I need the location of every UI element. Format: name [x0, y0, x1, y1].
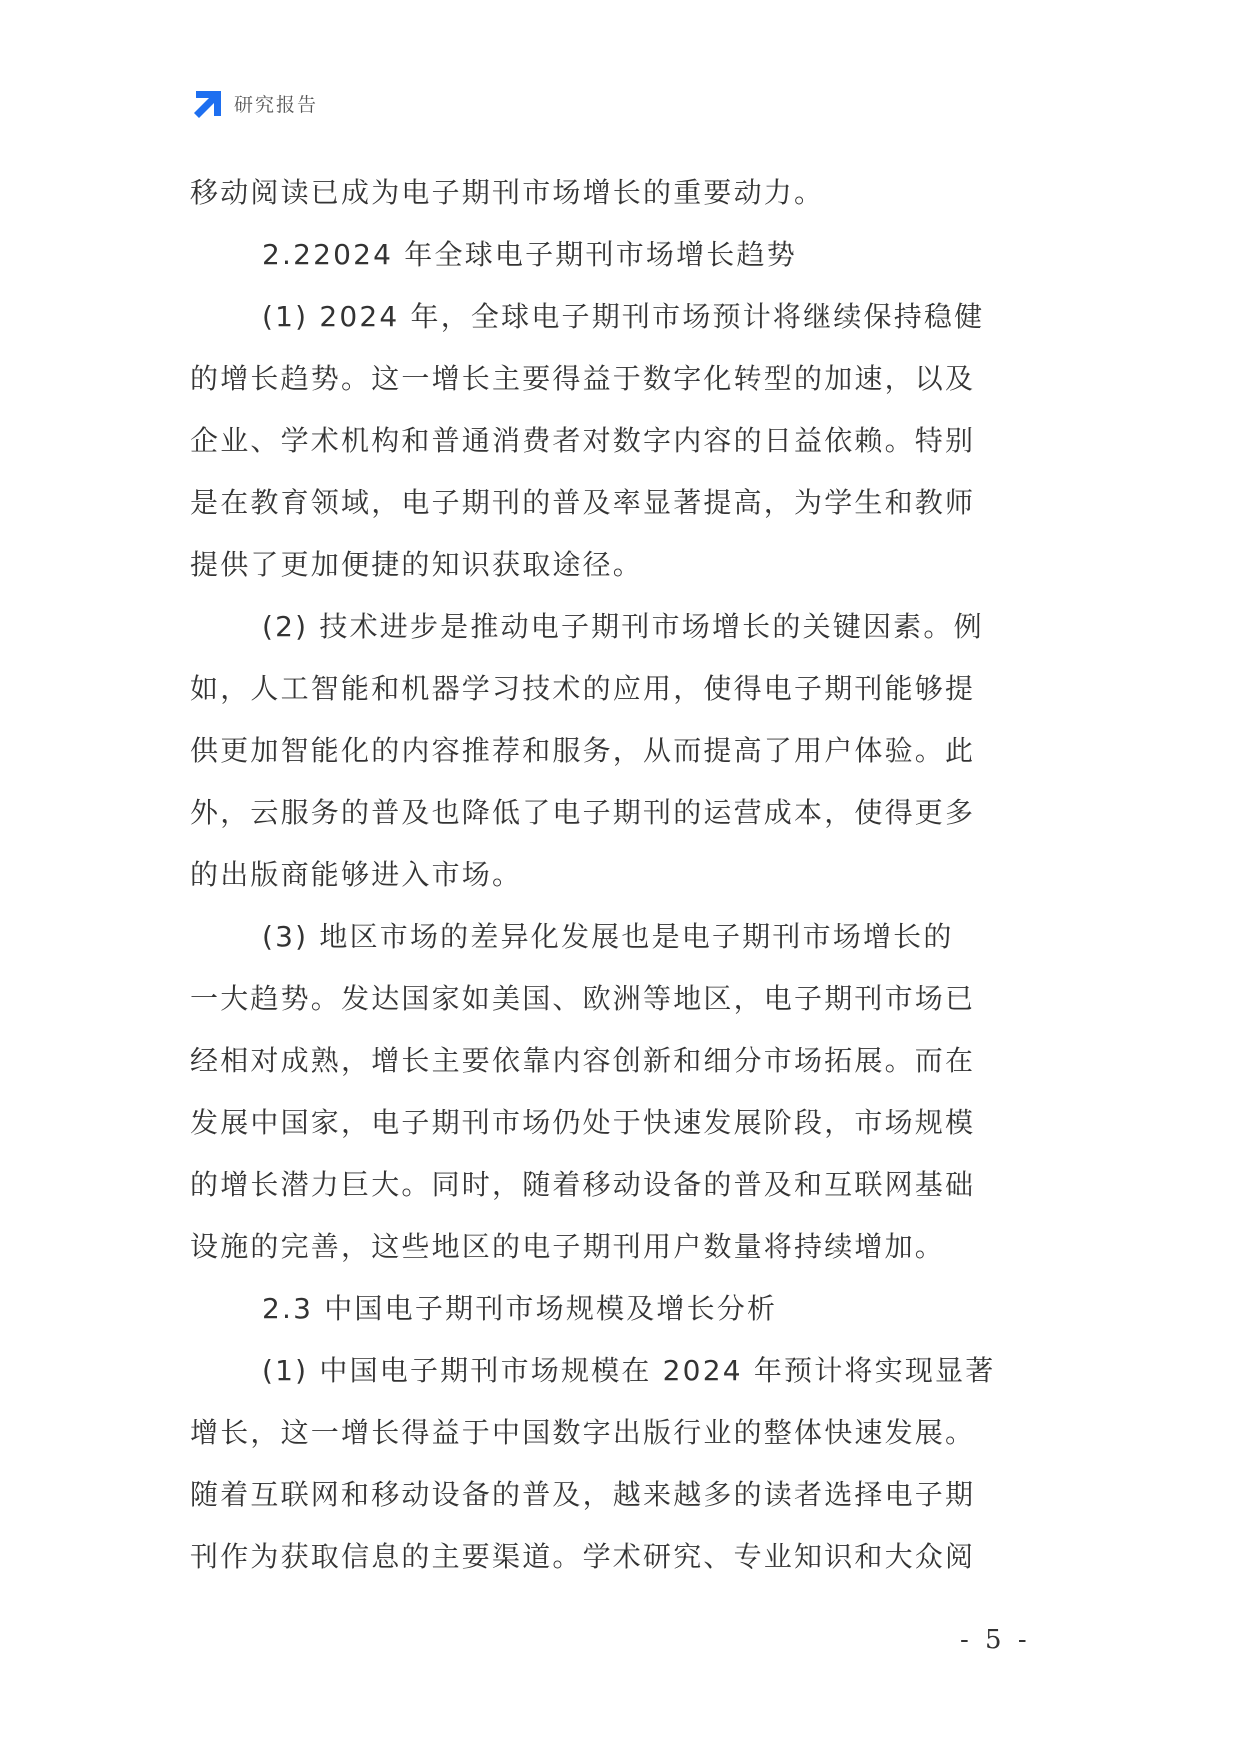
text-line: 企业、学术机构和普通消费者对数字内容的日益依赖。特别: [190, 424, 976, 457]
report-label: 研究报告: [234, 94, 319, 116]
page-number: - 5 -: [960, 1625, 1031, 1655]
text-line: 发展中国家，电子期刊市场仍处于快速发展阶段，市场规模: [190, 1106, 976, 1139]
text-line: 供更加智能化的内容推荐和服务，从而提高了用户体验。此: [190, 734, 976, 767]
text-line: (1) 中国电子期刊市场规模在 2024 年预计将实现显著: [262, 1354, 996, 1387]
text-line: 如，人工智能和机器学习技术的应用，使得电子期刊能够提: [190, 672, 976, 705]
page-header: [190, 88, 318, 122]
text-line: 随着互联网和移动设备的普及，越来越多的读者选择电子期: [190, 1478, 976, 1511]
body-text: [190, 162, 1060, 1588]
text-line: 的增长潜力巨大。同时，随着移动设备的普及和互联网基础: [190, 1168, 976, 1201]
text-line: 的增长趋势。这一增长主要得益于数字化转型的加速，以及: [190, 362, 976, 395]
text-line: 增长，这一增长得益于中国数字出版行业的整体快速发展。: [190, 1416, 976, 1449]
text-line: 设施的完善，这些地区的电子期刊用户数量将持续增加。: [190, 1230, 946, 1263]
text-line: 外，云服务的普及也降低了电子期刊的运营成本，使得更多: [190, 796, 976, 829]
text-line: 提供了更加便捷的知识获取途径。: [190, 548, 644, 581]
text-line: 移动阅读已成为电子期刊市场增长的重要动力。: [190, 176, 825, 209]
text-line: (1) 2024 年，全球电子期刊市场预计将继续保持稳健: [262, 300, 985, 333]
arrow-up-right-icon: [190, 88, 224, 122]
section-heading-2-2: 2.22024 年全球电子期刊市场增长趋势: [262, 238, 797, 271]
section-heading-2-3: 2.3 中国电子期刊市场规模及增长分析: [262, 1292, 778, 1325]
text-line: 一大趋势。发达国家如美国、欧洲等地区，电子期刊市场已: [190, 982, 976, 1015]
text-line: 经相对成熟，增长主要依靠内容创新和细分市场拓展。而在: [190, 1044, 976, 1077]
text-line: 的出版商能够进入市场。: [190, 858, 523, 891]
text-line: (2) 技术进步是推动电子期刊市场增长的关键因素。例: [262, 610, 984, 643]
text-line: 刊作为获取信息的主要渠道。学术研究、专业知识和大众阅: [190, 1540, 976, 1573]
text-line: (3) 地区市场的差异化发展也是电子期刊市场增长的: [262, 920, 954, 953]
text-line: 是在教育领域，电子期刊的普及率显著提高，为学生和教师: [190, 486, 976, 519]
